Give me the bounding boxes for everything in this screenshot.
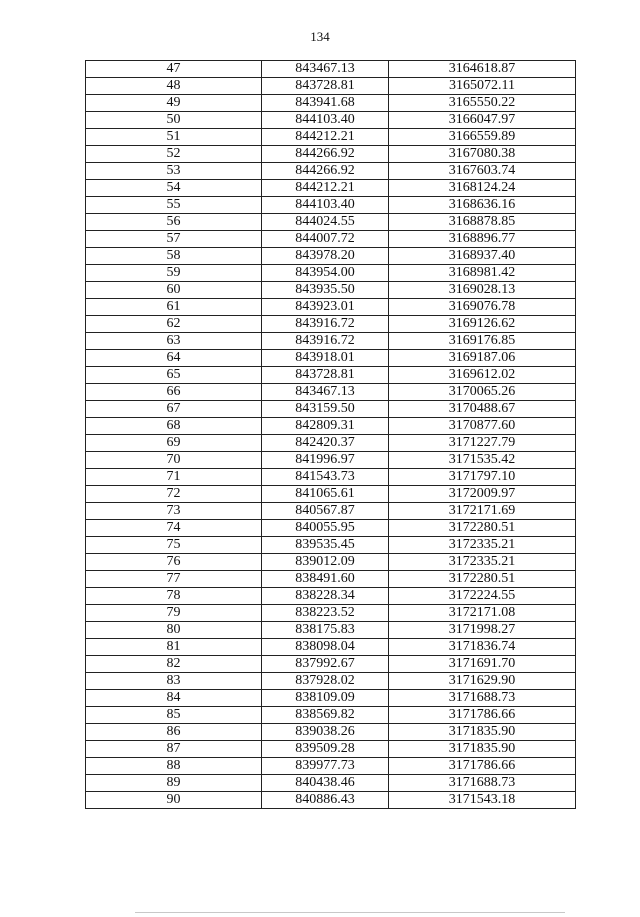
point-number-cell: 53 — [86, 163, 262, 180]
table-row — [86, 418, 576, 435]
point-number-cell: 62 — [86, 316, 262, 333]
x-coordinate-cell: 839509.28 — [262, 741, 389, 758]
table-row — [86, 214, 576, 231]
table-row — [86, 248, 576, 265]
x-coordinate-cell: 838223.52 — [262, 605, 389, 622]
y-coordinate-cell: 3172335.21 — [389, 554, 576, 571]
point-number-cell: 61 — [86, 299, 262, 316]
table-row — [86, 554, 576, 571]
table-row — [86, 299, 576, 316]
table-row — [86, 367, 576, 384]
y-coordinate-cell: 3172009.97 — [389, 486, 576, 503]
point-number-cell: 54 — [86, 180, 262, 197]
y-coordinate-cell: 3167080.38 — [389, 146, 576, 163]
table-row — [86, 469, 576, 486]
x-coordinate-cell: 838569.82 — [262, 707, 389, 724]
table-row — [86, 537, 576, 554]
y-coordinate-cell: 3172335.21 — [389, 537, 576, 554]
x-coordinate-cell: 838109.09 — [262, 690, 389, 707]
point-number-cell: 88 — [86, 758, 262, 775]
point-number-cell: 63 — [86, 333, 262, 350]
x-coordinate-cell: 841065.61 — [262, 486, 389, 503]
x-coordinate-cell: 838175.83 — [262, 622, 389, 639]
y-coordinate-cell: 3171629.90 — [389, 673, 576, 690]
table-row — [86, 656, 576, 673]
y-coordinate-cell: 3171998.27 — [389, 622, 576, 639]
y-coordinate-cell: 3171688.73 — [389, 690, 576, 707]
point-number-cell: 80 — [86, 622, 262, 639]
point-number-cell: 81 — [86, 639, 262, 656]
y-coordinate-cell: 3172280.51 — [389, 571, 576, 588]
x-coordinate-cell: 843467.13 — [262, 384, 389, 401]
y-coordinate-cell: 3165550.22 — [389, 95, 576, 112]
table-row — [86, 486, 576, 503]
y-coordinate-cell: 3171835.90 — [389, 724, 576, 741]
point-number-cell: 51 — [86, 129, 262, 146]
table-row — [86, 112, 576, 129]
y-coordinate-cell: 3165072.11 — [389, 78, 576, 95]
point-number-cell: 82 — [86, 656, 262, 673]
y-coordinate-cell: 3168981.42 — [389, 265, 576, 282]
table-row — [86, 384, 576, 401]
point-number-cell: 73 — [86, 503, 262, 520]
y-coordinate-cell: 3168124.24 — [389, 180, 576, 197]
x-coordinate-cell: 840438.46 — [262, 775, 389, 792]
x-coordinate-cell: 843728.81 — [262, 367, 389, 384]
x-coordinate-cell: 839038.26 — [262, 724, 389, 741]
point-number-cell: 52 — [86, 146, 262, 163]
y-coordinate-cell: 3171786.66 — [389, 707, 576, 724]
y-coordinate-cell: 3171786.66 — [389, 758, 576, 775]
x-coordinate-cell: 841996.97 — [262, 452, 389, 469]
x-coordinate-cell: 843954.00 — [262, 265, 389, 282]
table-row — [86, 741, 576, 758]
table-row — [86, 265, 576, 282]
y-coordinate-cell: 3171535.42 — [389, 452, 576, 469]
y-coordinate-cell: 3168896.77 — [389, 231, 576, 248]
y-coordinate-cell: 3168937.40 — [389, 248, 576, 265]
x-coordinate-cell: 840886.43 — [262, 792, 389, 809]
x-coordinate-cell: 843728.81 — [262, 78, 389, 95]
x-coordinate-cell: 838491.60 — [262, 571, 389, 588]
point-number-cell: 87 — [86, 741, 262, 758]
y-coordinate-cell: 3171691.70 — [389, 656, 576, 673]
table-row — [86, 571, 576, 588]
point-number-cell: 55 — [86, 197, 262, 214]
table-row — [86, 146, 576, 163]
y-coordinate-cell: 3164618.87 — [389, 61, 576, 78]
x-coordinate-cell: 838098.04 — [262, 639, 389, 656]
point-number-cell: 68 — [86, 418, 262, 435]
x-coordinate-cell: 843916.72 — [262, 316, 389, 333]
y-coordinate-cell: 3168636.16 — [389, 197, 576, 214]
x-coordinate-cell: 840567.87 — [262, 503, 389, 520]
y-coordinate-cell: 3171836.74 — [389, 639, 576, 656]
x-coordinate-cell: 844266.92 — [262, 163, 389, 180]
x-coordinate-cell: 843918.01 — [262, 350, 389, 367]
x-coordinate-cell: 843978.20 — [262, 248, 389, 265]
y-coordinate-cell: 3172224.55 — [389, 588, 576, 605]
y-coordinate-cell: 3166559.89 — [389, 129, 576, 146]
point-number-cell: 60 — [86, 282, 262, 299]
table-row — [86, 78, 576, 95]
point-number-cell: 57 — [86, 231, 262, 248]
x-coordinate-cell: 841543.73 — [262, 469, 389, 486]
table-row — [86, 792, 576, 809]
table-row — [86, 673, 576, 690]
point-number-cell: 71 — [86, 469, 262, 486]
x-coordinate-cell: 844212.21 — [262, 180, 389, 197]
point-number-cell: 58 — [86, 248, 262, 265]
table-row — [86, 435, 576, 452]
point-number-cell: 70 — [86, 452, 262, 469]
table-row — [86, 316, 576, 333]
point-number-cell: 49 — [86, 95, 262, 112]
x-coordinate-cell: 839977.73 — [262, 758, 389, 775]
table-row — [86, 775, 576, 792]
x-coordinate-cell: 843941.68 — [262, 95, 389, 112]
y-coordinate-cell: 3171797.10 — [389, 469, 576, 486]
table-row — [86, 180, 576, 197]
y-coordinate-cell: 3171688.73 — [389, 775, 576, 792]
table-row — [86, 333, 576, 350]
y-coordinate-cell: 3172171.69 — [389, 503, 576, 520]
point-number-cell: 64 — [86, 350, 262, 367]
point-number-cell: 76 — [86, 554, 262, 571]
point-number-cell: 77 — [86, 571, 262, 588]
point-number-cell: 69 — [86, 435, 262, 452]
x-coordinate-cell: 839012.09 — [262, 554, 389, 571]
x-coordinate-cell: 842420.37 — [262, 435, 389, 452]
point-number-cell: 74 — [86, 520, 262, 537]
x-coordinate-cell: 843159.50 — [262, 401, 389, 418]
table-row — [86, 163, 576, 180]
point-number-cell: 90 — [86, 792, 262, 809]
x-coordinate-cell: 840055.95 — [262, 520, 389, 537]
y-coordinate-cell: 3170488.67 — [389, 401, 576, 418]
y-coordinate-cell: 3167603.74 — [389, 163, 576, 180]
x-coordinate-cell: 844103.40 — [262, 197, 389, 214]
y-coordinate-cell: 3171543.18 — [389, 792, 576, 809]
y-coordinate-cell: 3170065.26 — [389, 384, 576, 401]
x-coordinate-cell: 843935.50 — [262, 282, 389, 299]
table-row — [86, 622, 576, 639]
point-number-cell: 56 — [86, 214, 262, 231]
y-coordinate-cell: 3172280.51 — [389, 520, 576, 537]
x-coordinate-cell: 842809.31 — [262, 418, 389, 435]
y-coordinate-cell: 3171835.90 — [389, 741, 576, 758]
y-coordinate-cell: 3169126.62 — [389, 316, 576, 333]
x-coordinate-cell: 844103.40 — [262, 112, 389, 129]
x-coordinate-cell: 838228.34 — [262, 588, 389, 605]
point-number-cell: 79 — [86, 605, 262, 622]
x-coordinate-cell: 844266.92 — [262, 146, 389, 163]
point-number-cell: 86 — [86, 724, 262, 741]
footer-rule — [135, 912, 565, 913]
x-coordinate-cell: 843923.01 — [262, 299, 389, 316]
point-number-cell: 75 — [86, 537, 262, 554]
x-coordinate-cell: 843467.13 — [262, 61, 389, 78]
point-number-cell: 78 — [86, 588, 262, 605]
table-row — [86, 690, 576, 707]
point-number-cell: 84 — [86, 690, 262, 707]
table-row — [86, 520, 576, 537]
table-row — [86, 197, 576, 214]
table-row — [86, 401, 576, 418]
x-coordinate-cell: 837992.67 — [262, 656, 389, 673]
y-coordinate-cell: 3170877.60 — [389, 418, 576, 435]
coordinates-table-body — [86, 61, 576, 809]
table-row — [86, 452, 576, 469]
table-row — [86, 61, 576, 78]
point-number-cell: 83 — [86, 673, 262, 690]
x-coordinate-cell: 844024.55 — [262, 214, 389, 231]
point-number-cell: 67 — [86, 401, 262, 418]
y-coordinate-cell: 3169612.02 — [389, 367, 576, 384]
y-coordinate-cell: 3169187.06 — [389, 350, 576, 367]
table-row — [86, 282, 576, 299]
y-coordinate-cell: 3166047.97 — [389, 112, 576, 129]
coordinates-table — [85, 60, 576, 809]
y-coordinate-cell: 3171227.79 — [389, 435, 576, 452]
point-number-cell: 50 — [86, 112, 262, 129]
point-number-cell: 85 — [86, 707, 262, 724]
point-number-cell: 66 — [86, 384, 262, 401]
x-coordinate-cell: 843916.72 — [262, 333, 389, 350]
table-row — [86, 350, 576, 367]
y-coordinate-cell: 3169028.13 — [389, 282, 576, 299]
y-coordinate-cell: 3169176.85 — [389, 333, 576, 350]
table-row — [86, 758, 576, 775]
x-coordinate-cell: 844007.72 — [262, 231, 389, 248]
y-coordinate-cell: 3169076.78 — [389, 299, 576, 316]
point-number-cell: 47 — [86, 61, 262, 78]
table-row — [86, 605, 576, 622]
table-row — [86, 707, 576, 724]
x-coordinate-cell: 844212.21 — [262, 129, 389, 146]
point-number-cell: 89 — [86, 775, 262, 792]
table-row — [86, 588, 576, 605]
table-row — [86, 95, 576, 112]
point-number-cell: 59 — [86, 265, 262, 282]
x-coordinate-cell: 837928.02 — [262, 673, 389, 690]
x-coordinate-cell: 839535.45 — [262, 537, 389, 554]
table-row — [86, 724, 576, 741]
y-coordinate-cell: 3168878.85 — [389, 214, 576, 231]
point-number-cell: 72 — [86, 486, 262, 503]
table-row — [86, 231, 576, 248]
table-row — [86, 129, 576, 146]
page-number: 134 — [310, 29, 330, 44]
point-number-cell: 65 — [86, 367, 262, 384]
point-number-cell: 48 — [86, 78, 262, 95]
table-row — [86, 639, 576, 656]
table-row — [86, 503, 576, 520]
y-coordinate-cell: 3172171.08 — [389, 605, 576, 622]
